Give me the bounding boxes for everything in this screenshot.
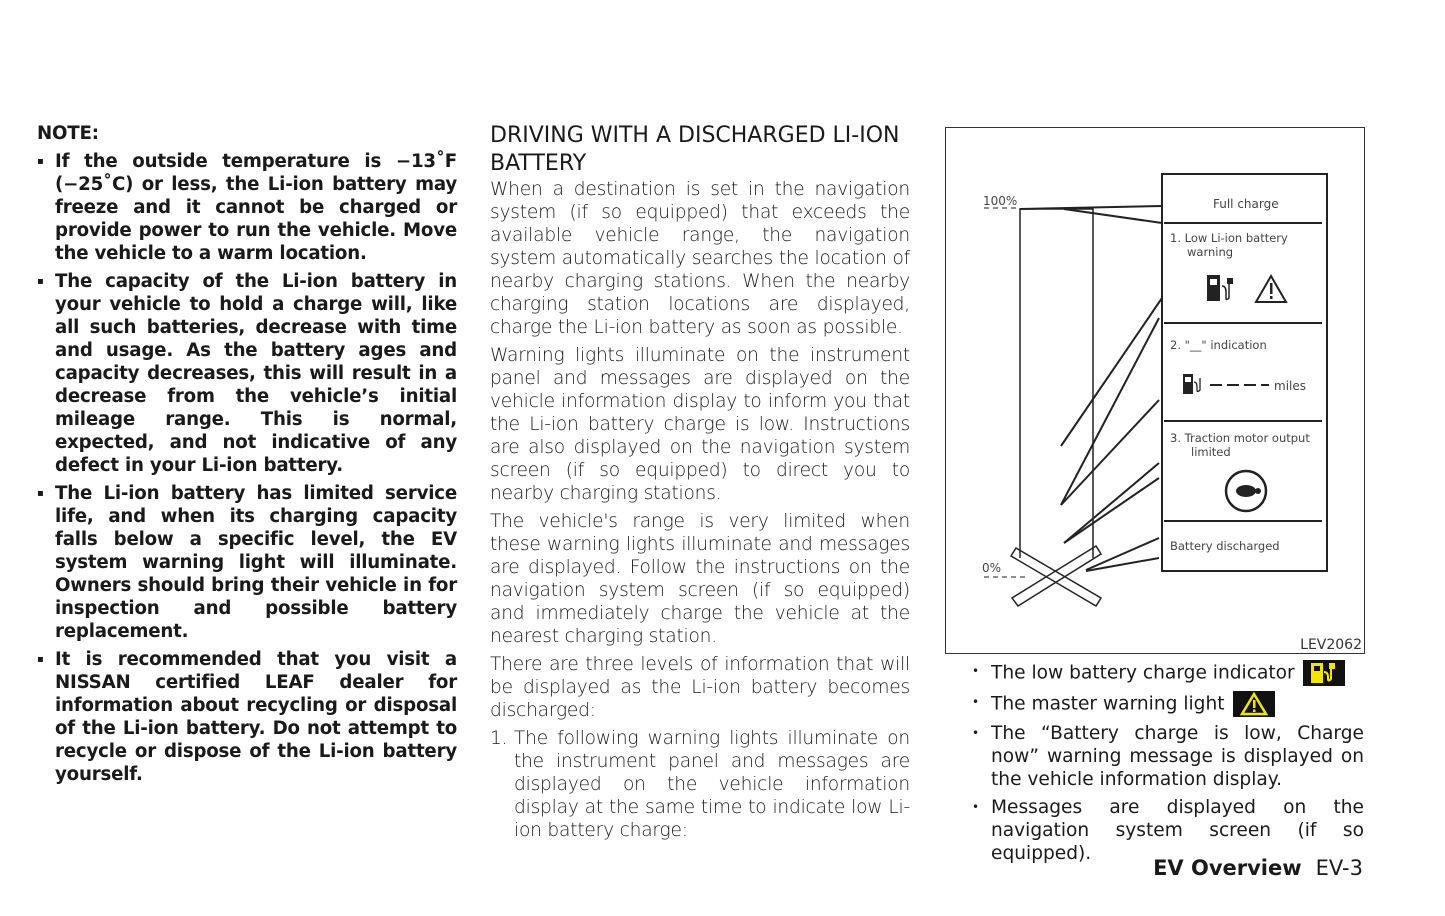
figure-id: LEV2062	[1300, 637, 1362, 653]
list-item	[972, 691, 1364, 717]
label-discharged: Battery discharged	[1170, 539, 1280, 553]
note-item: ▪ If the outside temperature is −13˚F (−25˚C) or less, the Li-ion battery may freeze and it cannot be charged or provide power to run the vehicle. Move the vehicle to a warm location.	[37, 150, 457, 265]
label-0: 0%	[982, 561, 1002, 575]
leader-line	[1061, 298, 1162, 446]
battery-levels-figure	[945, 127, 1365, 654]
charge-station-icon	[1183, 374, 1200, 394]
battery-diagram	[946, 128, 1364, 653]
note-label: NOTE:	[37, 123, 99, 144]
section-heading: DRIVING WITH A DISCHARGED LI-ION BATTERY	[490, 123, 900, 176]
paragraph: The vehicle's range is very limited when these warning lights illuminate and messages are displayed. Follow the instructions on the navigation system screen (if so equipped) and immediately charge the vehicle at the nearest charging station.	[490, 511, 910, 647]
note-item: ▪ The capacity of the Li-ion battery in your vehicle to hold a charge will, like all such batteries, decrease with time and usage. As the battery ages and capacity decreases, this will result in a decrease from the vehicle’s initial mileage range. This is normal, expected, and not indicative of any defect in your Li-ion battery.	[37, 270, 457, 477]
notes-column	[37, 122, 457, 791]
indicator-list	[972, 660, 1364, 865]
paragraph: When a destination is set in the navigation system (if so equipped) that exceeds the available vehicle range, the navigation system automatically searches the location of nearby charging stations. When the nearby charging station locations are displayed, charge the Li-ion battery as soon as possible.	[490, 179, 910, 338]
item-number: 1.	[490, 728, 508, 749]
list-item: • The “Battery charge is low, Charge now” warning message is displayed on the vehicle information display.	[972, 722, 1364, 791]
leader-line	[1064, 463, 1159, 543]
item-text: The low battery charge indicator	[991, 662, 1295, 684]
note-item: ▪ It is recommended that you visit a NISSAN certified LEAF dealer for information about recycling or disposal of the Li-ion battery. Do not attempt to recycle or dispose of the Li-ion battery yourself.	[37, 648, 457, 786]
label-level1: 1. Low Li-ion battery	[1170, 231, 1288, 245]
master-warning-icon	[1233, 691, 1275, 717]
indicator-column	[972, 660, 1364, 870]
main-column	[490, 122, 910, 842]
item-text: The master warning light	[991, 693, 1225, 715]
leader-line	[1061, 318, 1159, 505]
label-100: 100%	[983, 194, 1018, 208]
label-level2: 2. "__" indication	[1170, 338, 1267, 352]
label-miles: miles	[1274, 379, 1306, 393]
label-full-charge: Full charge	[1213, 197, 1279, 211]
note-list	[37, 150, 457, 786]
leader-line	[1064, 209, 1162, 223]
list-item	[972, 660, 1364, 686]
paragraph: There are three levels of information that will be displayed as the Li-ion battery becomes discharged:	[490, 654, 910, 721]
discharged-cross-icon	[1011, 546, 1101, 606]
numbered-item	[490, 727, 910, 842]
section-name: EV Overview	[1153, 856, 1302, 880]
paragraph: Warning lights illuminate on the instrument panel and messages are displayed on the vehicle information display to inform you that the Li-ion battery charge is low. Instructions are also displayed on the navigation system screen (if so equipped) to direct you to nearby charging stations.	[490, 345, 910, 504]
turtle-icon	[1226, 471, 1266, 511]
list-item: • Messages are displayed on the navigation system screen (if so equipped).	[972, 796, 1364, 865]
charge-station-icon	[1207, 275, 1233, 301]
warning-triangle-icon	[1256, 276, 1286, 302]
label-level3: 3. Traction motor output	[1170, 431, 1310, 445]
page-number: EV-3	[1315, 856, 1363, 880]
battery-column	[1020, 209, 1093, 558]
numbered-list	[490, 727, 910, 842]
label-level3-cont: limited	[1191, 445, 1231, 459]
low-battery-indicator-icon	[1303, 660, 1345, 686]
note-item: ▪ The Li-ion battery has limited service life, and when its charging capacity falls below a specific level, the EV system warning light will illuminate. Owners should bring their vehicle in for inspection and possible battery replacement.	[37, 482, 457, 643]
page-footer	[1153, 856, 1363, 880]
item-text: The following warning lights illuminate on the instrument panel and messages are displayed on the vehicle information display at the same time to indicate low Li-ion battery charge:	[514, 728, 910, 841]
label-level1-cont: warning	[1187, 245, 1234, 259]
